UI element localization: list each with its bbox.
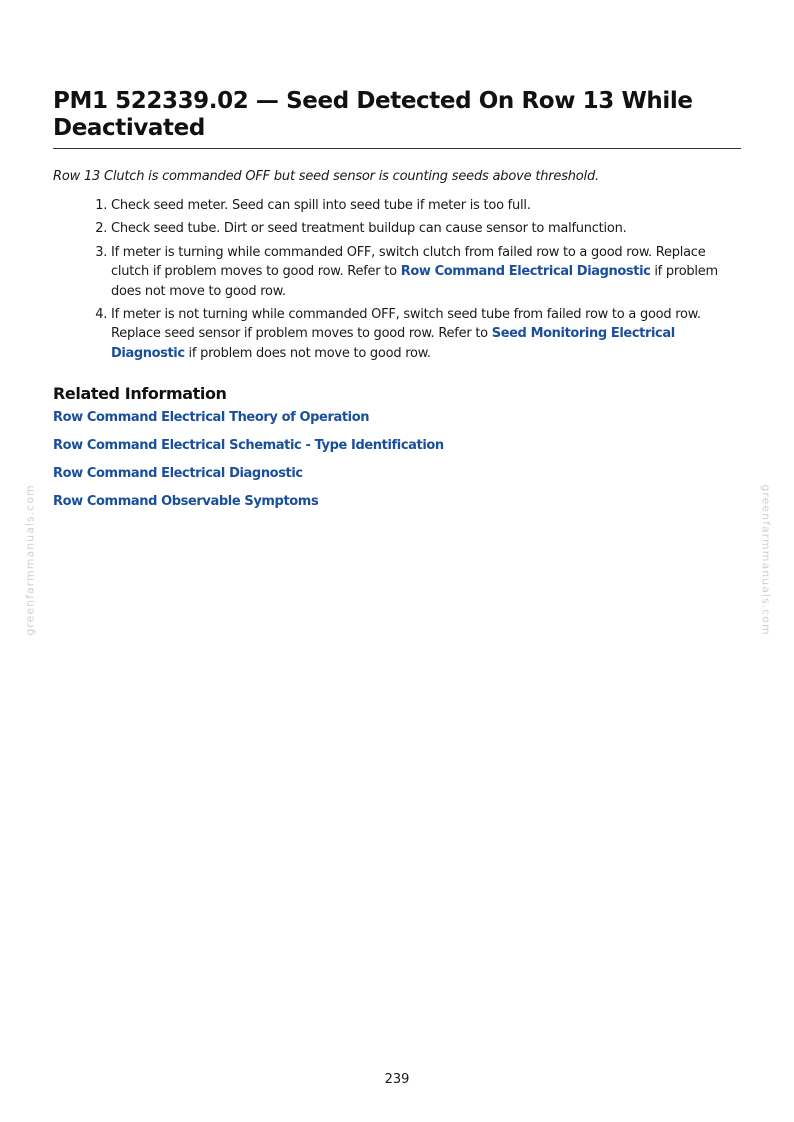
link-observable-symptoms[interactable]: Row Command Observable Symptoms bbox=[53, 494, 319, 510]
link-schematic-type-identification[interactable]: Row Command Electrical Schematic - Type Identification bbox=[53, 438, 444, 454]
step-item bbox=[111, 305, 741, 363]
link-row-command-electrical-diagnostic[interactable]: Row Command Electrical Diagnostic bbox=[400, 264, 651, 280]
fault-description: Row 13 Clutch is commanded OFF but seed sensor is counting seeds above threshold. bbox=[53, 169, 599, 184]
related-link-item bbox=[53, 437, 741, 455]
step-text: Check seed tube. Dirt or seed treatment buildup can cause sensor to malfunction. bbox=[111, 221, 627, 237]
link-electrical-diagnostic[interactable]: Row Command Electrical Diagnostic bbox=[53, 466, 303, 482]
watermark-right: greenfarmmanuals.com bbox=[759, 484, 773, 636]
step-text: if problem does not move to good row. bbox=[111, 264, 718, 299]
related-information-heading: Related Information bbox=[53, 384, 227, 404]
step-text: if problem does not move to good row. bbox=[184, 345, 431, 361]
link-seed-monitoring-electrical-diagnostic[interactable]: Seed Monitoring Electrical Diagnostic bbox=[111, 326, 675, 361]
related-link-item bbox=[53, 465, 741, 483]
step-item bbox=[111, 219, 741, 238]
page-title: PM1 522339.02 — Seed Detected On Row 13 While Deactivated bbox=[53, 88, 741, 149]
document-page bbox=[53, 88, 741, 521]
step-item bbox=[111, 243, 741, 301]
related-link-item bbox=[53, 493, 741, 511]
diagnostic-steps bbox=[53, 196, 741, 363]
step-text: If meter is not turning while commanded OFF, switch seed tube from failed row to a good row. Replace seed sensor if problem moves to good row. Refer to bbox=[111, 307, 701, 342]
related-links-list bbox=[53, 409, 741, 511]
page-number: 239 bbox=[384, 1072, 410, 1087]
related-link-item bbox=[53, 409, 741, 427]
link-theory-of-operation[interactable]: Row Command Electrical Theory of Operation bbox=[53, 410, 370, 426]
step-item bbox=[111, 196, 741, 215]
step-text: Check seed meter. Seed can spill into seed tube if meter is too full. bbox=[111, 198, 531, 213]
watermark-left: greenfarmmanuals.com bbox=[23, 484, 37, 636]
step-text: If meter is turning while commanded OFF, switch clutch from failed row to a good row. Replace clutch if problem moves to good row. Refer to bbox=[111, 244, 706, 280]
